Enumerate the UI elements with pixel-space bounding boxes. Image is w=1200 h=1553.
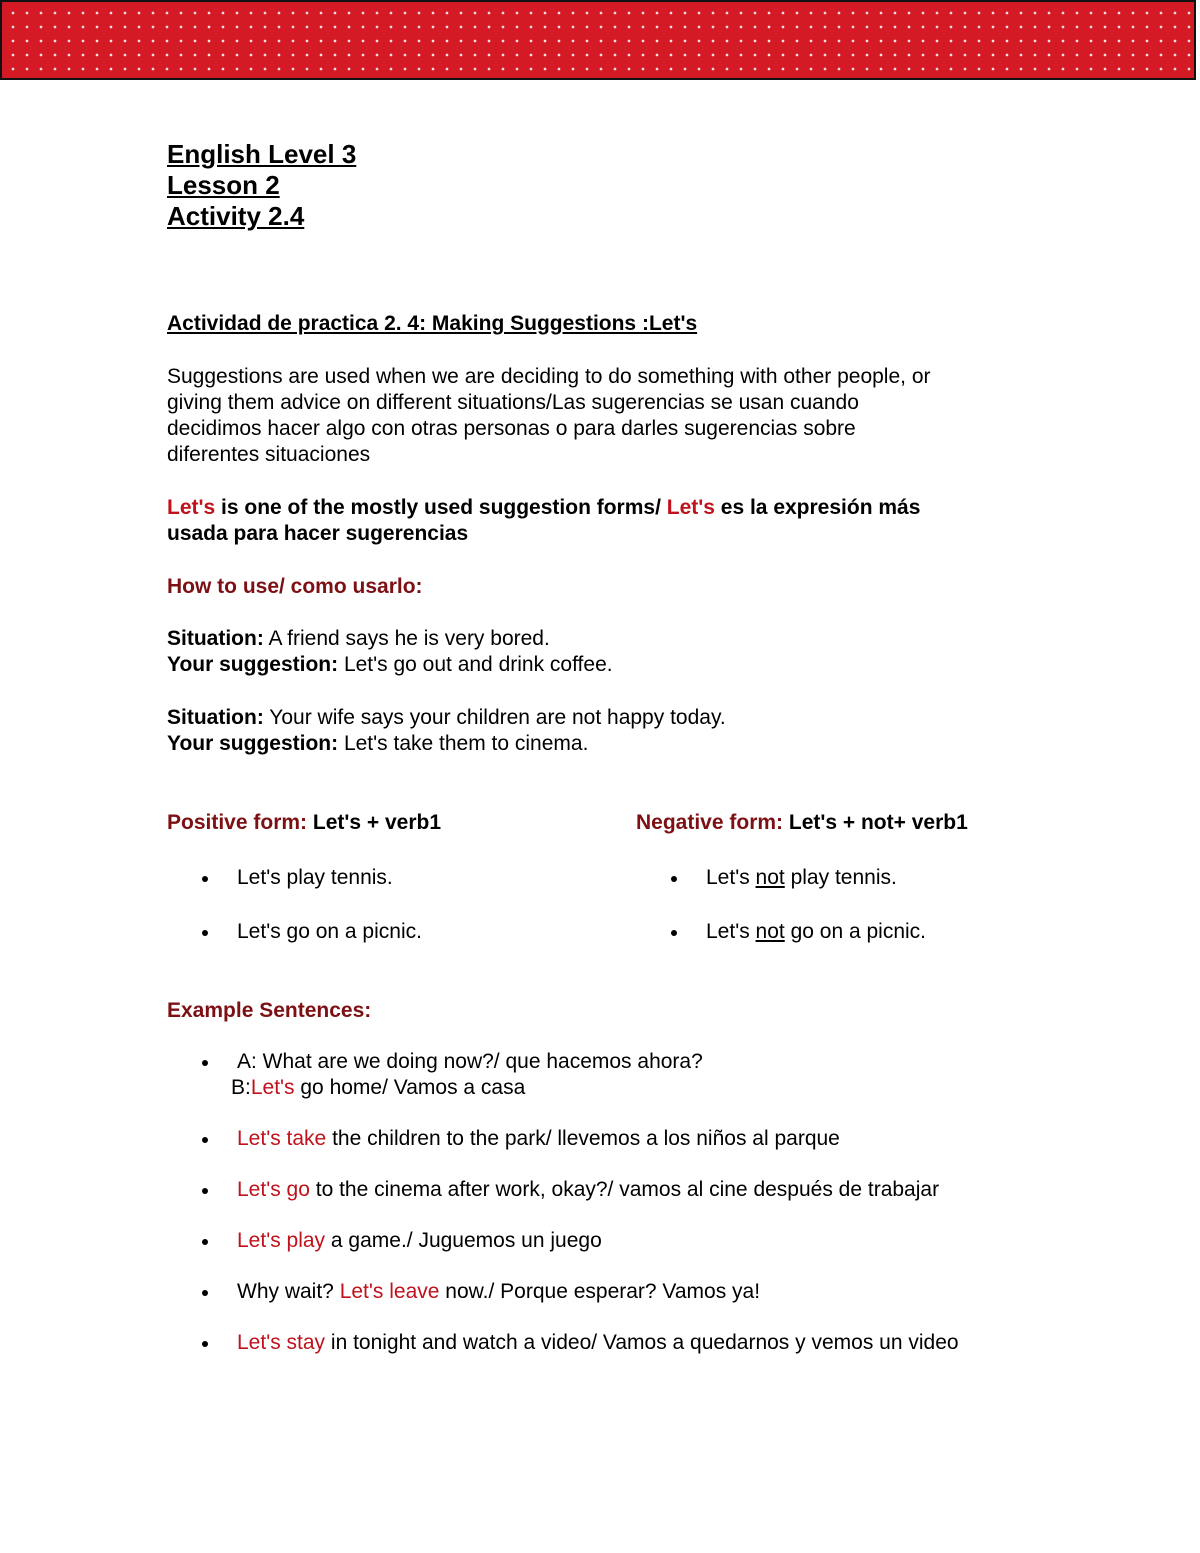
example-sentences-list	[167, 1049, 1047, 1356]
text: B:	[231, 1076, 251, 1099]
text: now./ Porque esperar? Vamos ya!	[439, 1280, 761, 1303]
lets-highlight: Let's take	[237, 1127, 327, 1150]
example-sentences	[167, 1049, 1047, 1356]
lets-highlight: Let's go	[237, 1178, 310, 1201]
text: Let's	[706, 866, 756, 889]
list-item	[636, 865, 1086, 891]
example-sentences-heading: Example Sentences:	[167, 999, 372, 1022]
lets-highlight: Let's play	[237, 1229, 326, 1252]
lets-highlight: Let's stay	[237, 1331, 326, 1354]
lets-highlight: Let's	[250, 1076, 295, 1099]
lets-highlight: Let's leave	[339, 1280, 440, 1303]
text: the children to the park/ llevemos a los niños al parque	[326, 1127, 840, 1150]
how-to-use-heading: How to use/ como usarlo:	[167, 575, 423, 598]
situation-text: Your wife says your children are not happy today.	[263, 706, 726, 729]
situation-label: Situation:	[167, 627, 264, 650]
lets-note-text: is one of the mostly used suggestion forms/	[215, 496, 667, 519]
text: play tennis.	[784, 866, 897, 889]
list-item	[167, 1228, 1047, 1254]
negative-form-column	[636, 810, 1086, 945]
text: to the cinema after work, okay?/ vamos al cine después de trabajar	[309, 1178, 940, 1201]
list-item	[167, 1279, 1047, 1305]
title-course: English Level 3	[167, 139, 357, 169]
suggestion-text: Let's go out and drink coffee.	[338, 653, 613, 676]
text: go on a picnic.	[784, 920, 927, 943]
list-item	[167, 1177, 1047, 1203]
text: a game./ Juguemos un juego	[325, 1229, 602, 1252]
document-title	[167, 139, 356, 232]
intro-line: Suggestions are used when we are deciding to do something with other people, or	[167, 365, 931, 388]
dialogue-b	[231, 1075, 1047, 1101]
not-underlined: not	[755, 920, 785, 943]
lets-note-line2: usada para hacer sugerencias	[167, 522, 469, 545]
lets-highlight: Let's	[666, 496, 715, 519]
text: Let's	[706, 920, 756, 943]
dialogue-a: A: What are we doing now?/ que hacemos ahora?	[237, 1050, 703, 1073]
list-item	[167, 1126, 1047, 1152]
situation-text: A friend says he is very bored.	[263, 627, 550, 650]
lets-highlight: Let's	[167, 496, 216, 519]
decorative-banner	[0, 0, 1196, 80]
positive-form-column	[167, 810, 607, 945]
intro-line: giving them advice on different situations/Las sugerencias se usan cuando	[167, 391, 859, 414]
lets-note	[167, 495, 920, 547]
intro-line: decidimos hacer algo con otras personas o para darles sugerencias sobre	[167, 417, 856, 440]
situation-label: Situation:	[167, 706, 264, 729]
negative-form-label: Negative form:	[636, 811, 784, 834]
list-item	[167, 1330, 997, 1356]
suggestion-label: Your suggestion:	[167, 653, 339, 676]
negative-form-formula: Let's + not+ verb1	[783, 811, 968, 834]
intro-paragraph	[167, 364, 931, 468]
example-situation-1	[167, 626, 613, 678]
activity-heading: Actividad de practica 2. 4: Making Suggestions :Let's	[167, 312, 698, 335]
not-underlined: not	[755, 866, 785, 889]
list-item	[636, 919, 1086, 945]
suggestion-text: Let's take them to cinema.	[338, 732, 589, 755]
lets-note-text: es la expresión más	[714, 496, 921, 519]
intro-line: diferentes situaciones	[167, 443, 371, 466]
list-item	[167, 1049, 1047, 1101]
title-lesson: Lesson 2	[167, 170, 280, 200]
positive-form-formula: Let's + verb1	[307, 811, 442, 834]
positive-form-label: Positive form:	[167, 811, 308, 834]
negative-examples-list	[636, 865, 1086, 945]
list-item: Let's play tennis.	[167, 865, 607, 891]
example-situation-2	[167, 705, 726, 757]
suggestion-label: Your suggestion:	[167, 732, 339, 755]
positive-examples-list	[167, 865, 607, 945]
title-activity: Activity 2.4	[167, 201, 305, 231]
text: in tonight and watch a video/ Vamos a quedarnos y vemos un video	[325, 1331, 959, 1354]
list-item: Let's go on a picnic.	[167, 919, 607, 945]
text: go home/ Vamos a casa	[294, 1076, 526, 1099]
text: Why wait?	[237, 1280, 340, 1303]
